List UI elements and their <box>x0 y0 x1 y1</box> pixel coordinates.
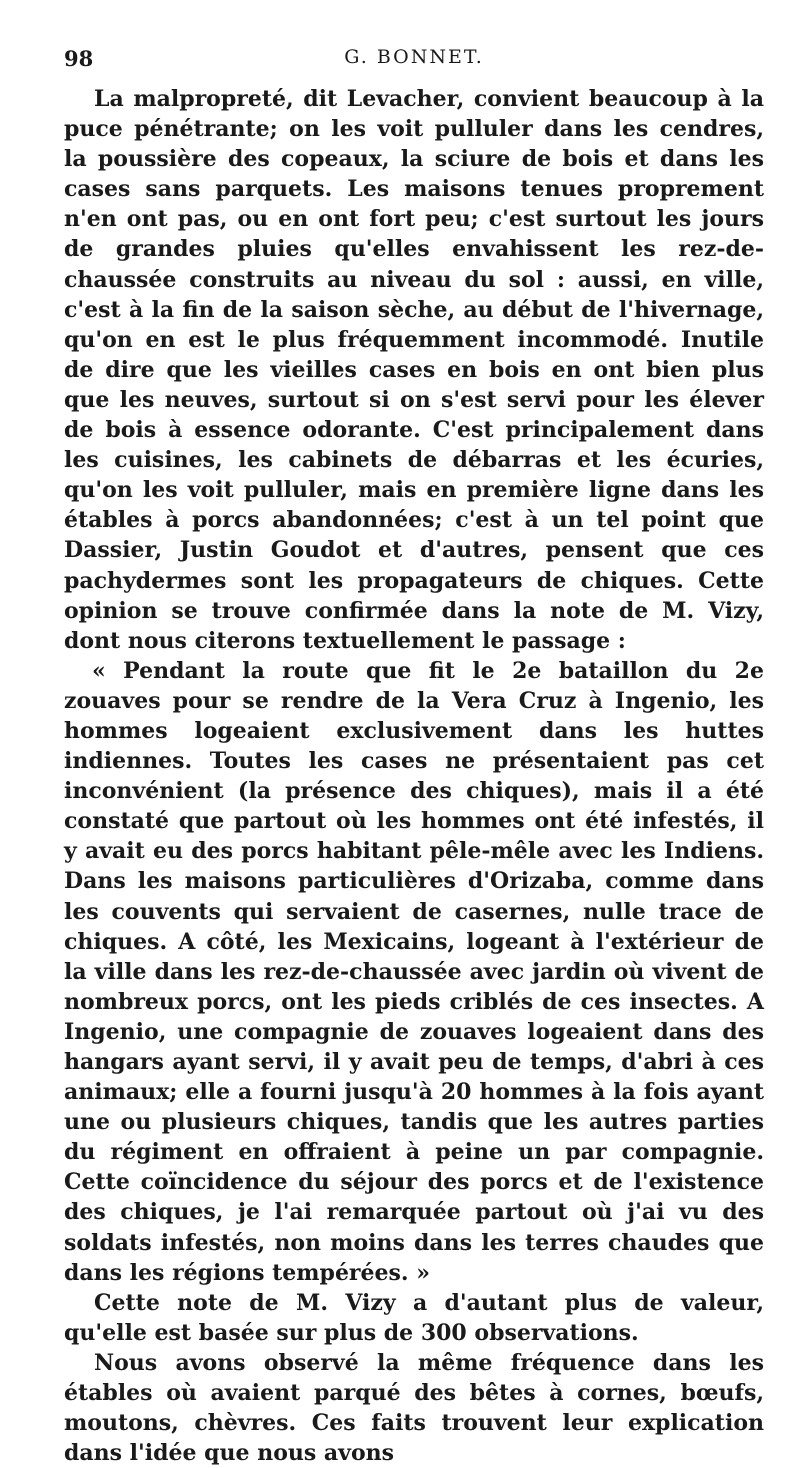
text-body <box>64 84 764 1468</box>
page-number: 98 <box>64 46 94 71</box>
paragraph-vizy-value: Cette note de M. Vizy a d'autant plus de valeur, qu'elle est basée sur plus de 300 observations. <box>64 1289 764 1346</box>
paragraph-levacher: La malpropreté, dit Levacher, convient beaucoup à la puce pénétrante; on les voit pulluler dans les cendres, la poussière des copeaux, la sciure de bois et dans les cases sans parquets. Les maisons tenues proprement n'en ont pas, ou en ont fort peu; c'est surtout les jours de grandes pluies qu'elles envahissent les rez-de-chaussée construits au niveau du sol : aussi, en ville, c'est à la fin de la saison sèche, au début de l'hivernage, qu'on en est le plus fréquemment incommodé. Inutile de dire que les vieilles cases en bois en ont bien plus que les neuves, surtout si on s'est servi pour les élever de bois à essence odorante. C'est principalement dans les cuisines, les cabinets de débarras et les écuries, qu'on les voit pulluler, mais en première ligne dans les étables à porcs abandonnées; c'est à un tel point que Dassier, Justin Goudot et d'autres, pensent que ces pachydermes sont les propagateurs de chiques. Cette opinion se trouve confirmée dans la note de M. Vizy, dont nous citerons textuellement le passage : <box>64 86 764 654</box>
paragraph-observation: Nous avons observé la même fréquence dans les étables où avaient parqué des bêtes à cornes, bœufs, moutons, chèvres. Ces faits trouvent leur explication dans l'idée que nous avons <box>64 1349 764 1467</box>
paragraph-vizy-quote: « Pendant la route que fit le 2e bataillon du 2e zouaves pour se rendre de la Vera Cruz à Ingenio, les hommes logeaient exclusivement dans les huttes indiennes. Toutes les cases ne présentaient pas cet inconvénient (la présence des chiques), mais il a été constaté que partout où les hommes ont été infestés, il y avait eu des porcs habitant pêle-mêle avec les Indiens. Dans les maisons particulières d'Orizaba, comme dans les couvents qui servaient de casernes, nulle trace de chiques. A côté, les Mexicains, logeant à l'extérieur de la ville dans les rez-de-chaussée avec jardin où vivent de nombreux porcs, ont les pieds criblés de ces insectes. A Ingenio, une compagnie de zouaves logeaient dans des hangars ayant servi, il y avait peu de temps, d'abri à ces animaux; elle a fourni jusqu'à 20 hommes à la fois ayant une ou plusieurs chiques, tandis que les autres parties du régiment en offraient à peine un par compagnie. Cette coïncidence du séjour des porcs et de l'existence des chiques, je l'ai remarquée partout où j'ai vu des soldats infestés, non moins dans les terres chaudes que dans les régions tempérées. » <box>64 657 764 1286</box>
running-title: G. BONNET. <box>344 46 484 68</box>
page-header <box>64 46 764 72</box>
